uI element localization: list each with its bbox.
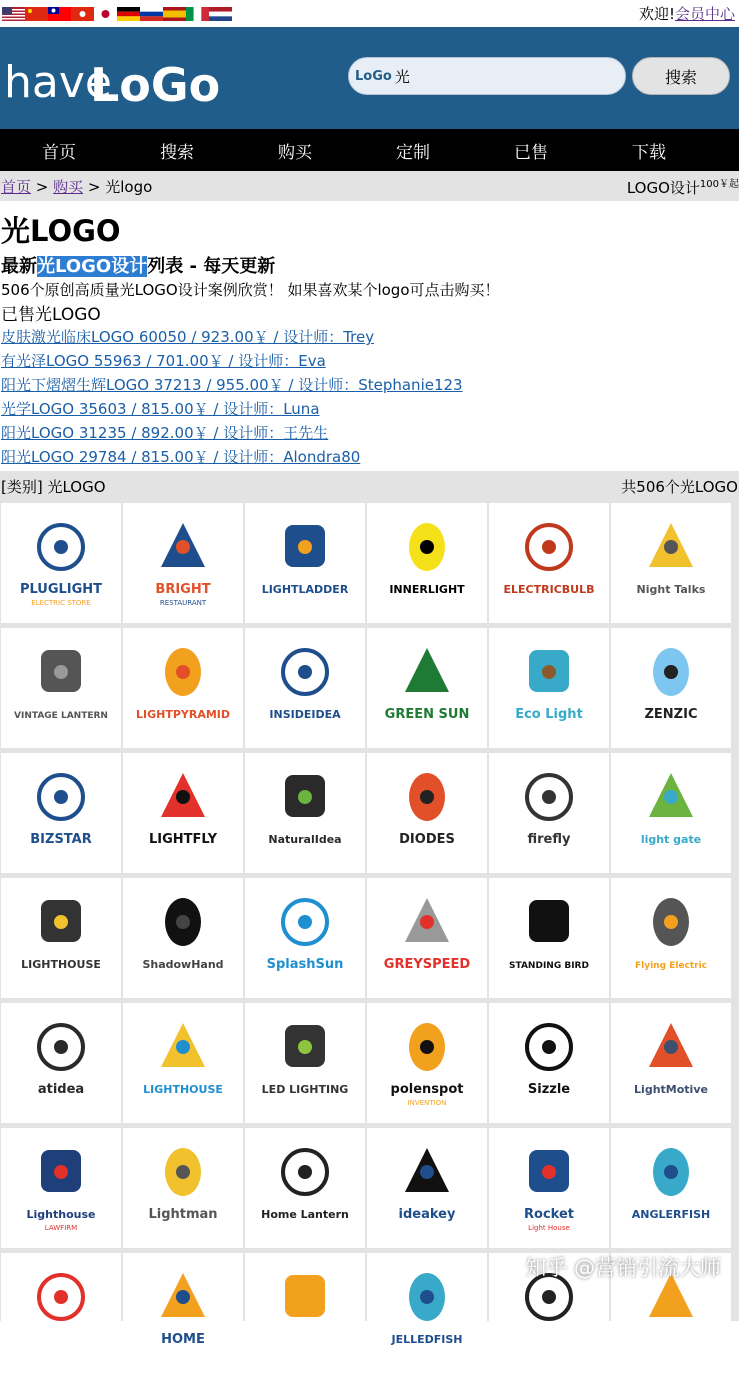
language-flags: [2, 7, 232, 21]
logo-tile[interactable]: [1, 628, 121, 748]
logo-image: [9, 1011, 113, 1115]
logo-name: LIGHTFLY: [148, 832, 218, 847]
logo-name: Lightman: [148, 1207, 218, 1222]
logo-name: VINTAGE LANTERN: [14, 711, 108, 721]
list-item: [1, 445, 739, 469]
logo-mark-center: [420, 665, 434, 679]
logo-image: [375, 886, 479, 990]
page-description: 506个原创高质量光LOGO设计案例欣赏！ 如果喜欢某个logo可点击购买！: [1, 281, 500, 299]
logo-name: ANGLERFISH: [631, 1208, 711, 1221]
search-input[interactable]: [348, 57, 626, 95]
logo-name: ShadowHand: [142, 958, 224, 971]
logo-name: Eco Light: [515, 707, 583, 722]
logo-image: [9, 886, 113, 990]
logo-name: light gate: [640, 833, 702, 846]
logo-mark-center: [664, 665, 678, 679]
logo-name: Night Talks: [636, 583, 706, 596]
search-value: 光: [394, 67, 410, 86]
breadcrumb-sep: >: [83, 177, 106, 196]
category-label: [类别] 光LOGO: [1, 477, 106, 496]
logo-mark-center: [176, 665, 190, 679]
logo-mark-center: [54, 1290, 68, 1304]
logo-tile[interactable]: [1, 753, 121, 873]
logo-tile[interactable]: [367, 628, 487, 748]
logo-name: ideakey: [398, 1207, 456, 1222]
logo-subtitle: Light House: [528, 1224, 570, 1232]
svg-text:have: have: [4, 57, 112, 108]
logo-tile[interactable]: [611, 503, 731, 623]
logo-name: polenspot: [390, 1082, 464, 1097]
logo-grid: [0, 501, 739, 1347]
logo-mark-center: [54, 540, 68, 554]
logo-image: [497, 1136, 601, 1240]
tw-flag-icon[interactable]: [48, 7, 71, 21]
logo-tile[interactable]: [123, 503, 243, 623]
logo-name: LightMotive: [634, 1083, 708, 1096]
logo-image: [9, 511, 113, 615]
logo-image: [9, 1136, 113, 1240]
logo-image: [131, 886, 235, 990]
logo-mark-center: [542, 790, 556, 804]
logo-image: [497, 761, 601, 865]
nav-download[interactable]: 下载: [632, 142, 666, 163]
subtitle-post: 列表 - 每天更新: [147, 256, 276, 277]
top-strip: [0, 0, 739, 27]
logo-mark-center: [54, 915, 68, 929]
logo-image: [131, 636, 235, 740]
logo-name: ZENZIC: [644, 707, 698, 722]
logo-mark-center: [176, 1040, 190, 1054]
page-subtitle: [0, 252, 739, 278]
logo-mark-center: [176, 915, 190, 929]
nav-home[interactable]: 首页: [42, 142, 76, 163]
logo-mark-center: [542, 915, 556, 929]
logo-name: BRIGHT: [155, 582, 211, 597]
site-header: [0, 27, 739, 129]
logo-mark-center: [542, 1040, 556, 1054]
list-item: [1, 349, 739, 373]
sold-link[interactable]: 阳光下熠熠生辉LOGO 37213 / 955.00￥ / 设计师：Stephanie123: [1, 376, 463, 394]
de-flag-icon[interactable]: [117, 7, 140, 21]
sold-link[interactable]: 有光泽LOGO 55963 / 701.00￥ / 设计师：Eva: [1, 352, 326, 370]
logo-name: LED LIGHTING: [261, 1083, 349, 1096]
logo-name: JELLEDFISH: [391, 1333, 463, 1346]
logo-mark-center: [420, 1040, 434, 1054]
logo-name: BIZSTAR: [30, 832, 92, 847]
breadcrumb-sep: >: [31, 177, 54, 196]
logo-tile[interactable]: [367, 878, 487, 998]
nl-flag-icon[interactable]: [209, 7, 232, 21]
logo-mark-center: [664, 540, 678, 554]
breadcrumb-current: 光logo: [105, 177, 153, 196]
logo-tile[interactable]: [245, 878, 365, 998]
logo-image: [619, 511, 723, 615]
jp-flag-icon[interactable]: [94, 7, 117, 21]
logo-name: atidea: [37, 1082, 85, 1097]
breadcrumb-home[interactable]: 首页: [1, 177, 32, 196]
ru-flag-icon[interactable]: [140, 7, 163, 21]
logo-mark-center: [664, 790, 678, 804]
logo-tile[interactable]: [611, 628, 731, 748]
breadcrumb: [0, 171, 739, 201]
logo-image: [497, 636, 601, 740]
logo-mark-center: [420, 915, 434, 929]
breadcrumb-buy[interactable]: 购买: [53, 177, 84, 196]
logo-mark-center: [176, 790, 190, 804]
sold-link[interactable]: 阳光LOGO 31235 / 892.00￥ / 设计师：王先生: [1, 424, 329, 442]
logo-tile[interactable]: [123, 878, 243, 998]
logo-mark-center: [298, 1290, 312, 1304]
logo-name: INNERLIGHT: [389, 583, 465, 596]
logo-image: [375, 511, 479, 615]
logo-tile[interactable]: [489, 628, 609, 748]
logo-mark-center: [420, 1290, 434, 1304]
logo-tile[interactable]: [611, 1128, 731, 1248]
cn-flag-icon[interactable]: [25, 7, 48, 21]
logo-tile[interactable]: [1, 1003, 121, 1123]
nav-custom[interactable]: 定制: [396, 142, 430, 163]
logo-name: NaturalIdea: [268, 833, 342, 846]
logo-name: LIGHTHOUSE: [143, 1083, 223, 1096]
logo-name: DIODES: [399, 832, 455, 847]
logo-image: [131, 761, 235, 865]
logo-image: [9, 636, 113, 740]
category-count: 共506个光LOGO: [621, 477, 738, 496]
logo-tile[interactable]: [367, 1128, 487, 1248]
logo-image: [375, 636, 479, 740]
us-flag-icon[interactable]: [2, 7, 25, 21]
logo-mark-center: [54, 1040, 68, 1054]
logo-image: [375, 1261, 479, 1365]
logo-mark-center: [298, 1040, 312, 1054]
list-item: [1, 373, 739, 397]
logo-name: Home Lantern: [261, 1208, 349, 1221]
logo-tile[interactable]: [245, 753, 365, 873]
hk-flag-icon[interactable]: [71, 7, 94, 21]
logo-tile[interactable]: [1, 1253, 121, 1373]
logo-name: Lighthouse: [26, 1208, 96, 1221]
logo-name: SplashSun: [266, 957, 344, 972]
logo-name: PLUGLIGHT: [19, 582, 103, 597]
logo-tile[interactable]: [489, 1128, 609, 1248]
logo-mark-center: [54, 1165, 68, 1179]
logo-image: [253, 761, 357, 865]
list-item: [1, 397, 739, 421]
logo-image: [9, 1261, 113, 1365]
logo-mark-center: [298, 540, 312, 554]
welcome-text: 欢迎!: [638, 5, 675, 23]
logo-image: [131, 1011, 235, 1115]
logo-image: [253, 1136, 357, 1240]
search-prefix-logo: LoGo: [355, 68, 392, 84]
logo-image: [131, 1136, 235, 1240]
logo-name: INSIDEIDEA: [269, 708, 341, 721]
logo-image: [9, 761, 113, 865]
logo-image: [375, 1011, 479, 1115]
logo-mark-center: [176, 540, 190, 554]
logo-tile[interactable]: [1, 878, 121, 998]
logo-name: STANDING BIRD: [509, 961, 589, 971]
logo-name: GREYSPEED: [383, 957, 471, 972]
logo-design-price[interactable]: [627, 175, 739, 198]
logo-image: [375, 761, 479, 865]
logo-mark-center: [420, 790, 434, 804]
logo-tile[interactable]: [1, 503, 121, 623]
logo-image: [619, 886, 723, 990]
main-nav: [0, 129, 739, 171]
logo-design-price-sup: 100￥起: [699, 178, 739, 190]
logo-subtitle: LAWFIRM: [44, 1224, 78, 1232]
welcome-area: [639, 3, 737, 24]
list-item: [1, 325, 739, 349]
logo-name: LIGHTHOUSE: [21, 958, 101, 971]
logo-image: [497, 511, 601, 615]
es-flag-icon[interactable]: [163, 7, 186, 21]
logo-mark-center: [298, 915, 312, 929]
logo-mark-center: [420, 540, 434, 554]
logo-tile[interactable]: [123, 1128, 243, 1248]
logo-tile[interactable]: [367, 1003, 487, 1123]
page-title: 光LOGO: [1, 214, 121, 248]
logo-tile[interactable]: [489, 878, 609, 998]
logo-name: LIGHTPYRAMID: [135, 708, 231, 721]
logo-image: [253, 1261, 357, 1365]
logo-tile[interactable]: [489, 1003, 609, 1123]
logo-design-label: LOGO设计: [626, 178, 700, 197]
logo-mark-center: [664, 1290, 678, 1304]
logo-name: Sizzle: [527, 1082, 571, 1097]
logo-tile[interactable]: [245, 1128, 365, 1248]
logo-tile[interactable]: [245, 503, 365, 623]
logo-image: [131, 511, 235, 615]
logo-tile[interactable]: [611, 1003, 731, 1123]
logo-mark-center: [176, 1165, 190, 1179]
logo-name: HOME: [161, 1332, 205, 1347]
logo-mark-center: [542, 1290, 556, 1304]
logo-image: [497, 1011, 601, 1115]
logo-tile[interactable]: [489, 753, 609, 873]
nav-search[interactable]: 搜索: [160, 142, 194, 163]
sold-link[interactable]: 阳光LOGO 29784 / 815.00￥ / 设计师：Alondra80: [1, 448, 361, 466]
svg-text:LoGo: LoGo: [90, 58, 221, 112]
nav-sold[interactable]: 已售: [514, 142, 548, 163]
logo-image: [619, 636, 723, 740]
logo-mark-center: [664, 1040, 678, 1054]
subtitle-highlight: 光LOGO设计: [37, 256, 148, 277]
logo-image: [253, 636, 357, 740]
logo-image: [619, 1136, 723, 1240]
logo-mark-center: [420, 1165, 434, 1179]
logo-tile[interactable]: [367, 1253, 487, 1373]
logo-name: Flying Electric: [635, 961, 707, 971]
logo-name: ELECTRICBULB: [503, 583, 595, 596]
logo-mark-center: [298, 790, 312, 804]
category-bar: [0, 471, 739, 501]
logo-name: GREEN SUN: [384, 707, 470, 722]
logo-tile[interactable]: [1, 1128, 121, 1248]
logo-name: Rocket: [524, 1207, 574, 1222]
logo-name: LIGHTLADDER: [261, 583, 349, 596]
logo-tile[interactable]: [245, 1003, 365, 1123]
sold-link[interactable]: 光学LOGO 35603 / 815.00￥ / 设计师：Luna: [1, 400, 320, 418]
logo-mark-center: [542, 540, 556, 554]
member-center-link[interactable]: 会员中心: [674, 5, 735, 23]
it-flag-icon[interactable]: [186, 7, 209, 21]
logo-mark-center: [298, 1165, 312, 1179]
logo-tile[interactable]: [123, 1253, 243, 1373]
logo-mark-center: [54, 665, 68, 679]
logo-image: [497, 886, 601, 990]
logo-image: [619, 1011, 723, 1115]
logo-image: [375, 1136, 479, 1240]
search-button[interactable]: 搜索: [632, 57, 730, 95]
nav-buy[interactable]: 购买: [278, 142, 312, 163]
subtitle-pre: 最新: [1, 256, 37, 277]
logo-image: [253, 1011, 357, 1115]
logo-subtitle: INVENTION: [407, 1099, 447, 1107]
logo-subtitle: RESTAURANT: [159, 599, 207, 607]
sold-list: [0, 325, 739, 469]
logo-mark-center: [298, 665, 312, 679]
logo-tile[interactable]: [123, 628, 243, 748]
logo-tile[interactable]: [367, 503, 487, 623]
watermark: 知乎 @营销引流大师: [525, 1256, 721, 1280]
logo-tile[interactable]: [123, 1003, 243, 1123]
logo-mark-center: [664, 1165, 678, 1179]
logo-mark-center: [664, 915, 678, 929]
logo-tile[interactable]: [245, 1253, 365, 1373]
logo-image: [253, 511, 357, 615]
logo-tile[interactable]: [611, 753, 731, 873]
logo-name: firefly: [527, 832, 571, 847]
logo-subtitle: ELECTRIC STORE: [31, 599, 91, 607]
logo-mark-center: [542, 665, 556, 679]
list-item: [1, 421, 739, 445]
logo-mark-center: [542, 1165, 556, 1179]
sold-heading: 已售光LOGO: [1, 305, 101, 325]
logo-tile[interactable]: [123, 753, 243, 873]
logo-mark-center: [176, 1290, 190, 1304]
logo-tile[interactable]: [489, 503, 609, 623]
sold-link[interactable]: 皮肤激光临床LOGO 60050 / 923.00￥ / 设计师：Trey: [1, 328, 375, 346]
logo-tile[interactable]: [611, 878, 731, 998]
logo-image: [253, 886, 357, 990]
site-logo[interactable]: [4, 45, 219, 115]
logo-tile[interactable]: [367, 753, 487, 873]
logo-image: [131, 1261, 235, 1365]
logo-image: [619, 761, 723, 865]
logo-mark-center: [54, 790, 68, 804]
logo-tile[interactable]: [245, 628, 365, 748]
